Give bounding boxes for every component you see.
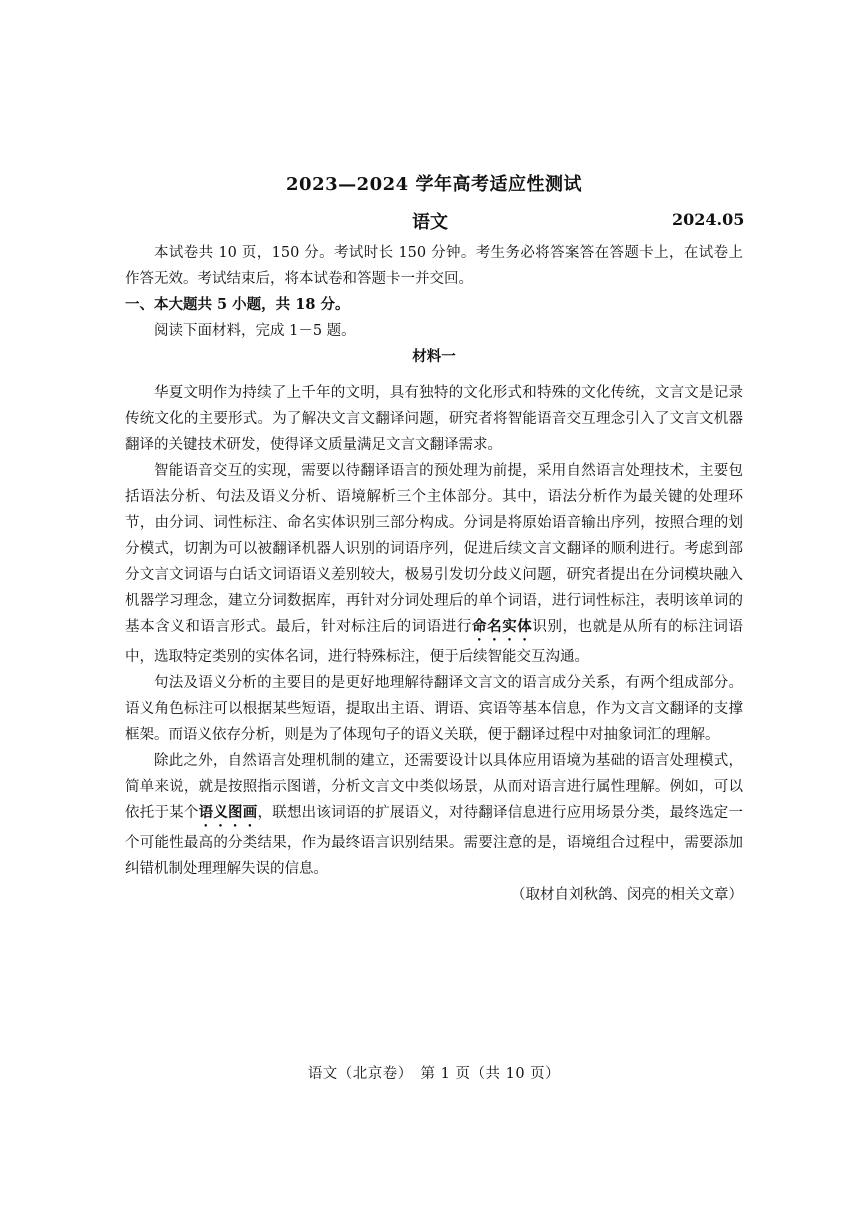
section-prompt: 阅读下面材料，完成 1－5 题。 — [154, 323, 356, 339]
subject-label: 语文 — [412, 212, 448, 233]
passage — [125, 380, 743, 908]
passage-paragraph-3: 句法及语义分析的主要目的是更好地理解待翻译文言文的语言成分关系，有两个组成部分。语义角色标注可以根据某些短语，提取出主语、谓语、宾语等基本信息，作为文言文翻译的支撑框架。而语义依存分析，则是为了体现句子的语义关联，便于翻译过程中对抽象词汇的理解。 — [125, 675, 743, 743]
passage-paragraph-2 — [125, 458, 743, 670]
exam-date: 2024.05 — [672, 210, 745, 229]
paragraph-4-text-a: 除此之外，自然语言处理机制的建立，还需要设计以具体应用语境为基础的语言处理模式，简单来说，就是按照指示图谱，分析文言文中类似场景，从而对语言进行属性理解。例如，可以依托于某个 — [125, 753, 743, 821]
exam-title: 2023—2024 学年高考适应性测试 — [286, 174, 582, 195]
paragraph-4-text-b: ，联想出该词语的扩展语义，对待翻译信息进行应用场景分类，最终选定一个可能性最高的分类结果，作为最终语言识别结果。需要注意的是，语境组合过程中，需要添加纠错机制处理理解失误的信息。 — [125, 805, 744, 877]
page-footer: 语文（北京卷） 第 1 页（共 10 页） — [307, 1066, 561, 1082]
passage-paragraph-1: 华夏文明作为持续了上千年的文明，具有独特的文化形式和特殊的文化传统，文言文是记录传统文化的主要形式。为了解决文言文翻译问题，研究者将智能语音交互理念引入了文言文机器翻译的关键技术研发，使得译文质量满足文言文翻译需求。 — [125, 385, 743, 453]
paragraph-2-text-a: 智能语音交互的实现，需要以待翻译语言的预处理为前提，采用自然语言处理技术，主要包括语法分析、句法及语义分析、语境解析三个主体部分。其中，语法分析作为最关键的处理环节，由分词、词性标注、命名实体识别三部分构成。分词是将原始语音输出序列，按照合理的划分模式，切割为可以被翻译机器人识别的词语序列，促进后续文言文翻译的顺利进行。考虑到部分文言文词语与白话文词语语义差别较大，极易引发切分歧义问题，研究者提出在分词模块融入机器学习理念，建立分词数据库，再针对分词处理后的单个词语，进行词性标注，表明该单词的基本含义和语言形式。最后，针对标注后的词语进行 — [125, 463, 743, 635]
section-heading: 一、本大题共 5 小题，共 18 分。 — [125, 296, 350, 313]
instructions-block — [125, 240, 743, 370]
term-named-entity: 命名实体 — [472, 618, 533, 635]
paragraph-2-text-b: 识别，也就是从所有的标注词语中，选取特定类别的实体名词，进行特殊标注，便于后续智能交互沟通。 — [125, 619, 744, 665]
material-title: 材料一 — [412, 348, 456, 365]
passage-paragraph-4 — [125, 748, 743, 882]
term-semantic-picture: 语义图画 — [198, 804, 258, 821]
instructions-text: 本试卷共 10 页，150 分。考试时长 150 分钟。考生务必将答案答在答题卡上，在试卷上作答无效。考试结束后，将本试卷和答题卡一并交回。 — [125, 245, 743, 287]
source-citation: （取材自刘秋鸽、闵亮的相关文章） — [511, 887, 743, 903]
